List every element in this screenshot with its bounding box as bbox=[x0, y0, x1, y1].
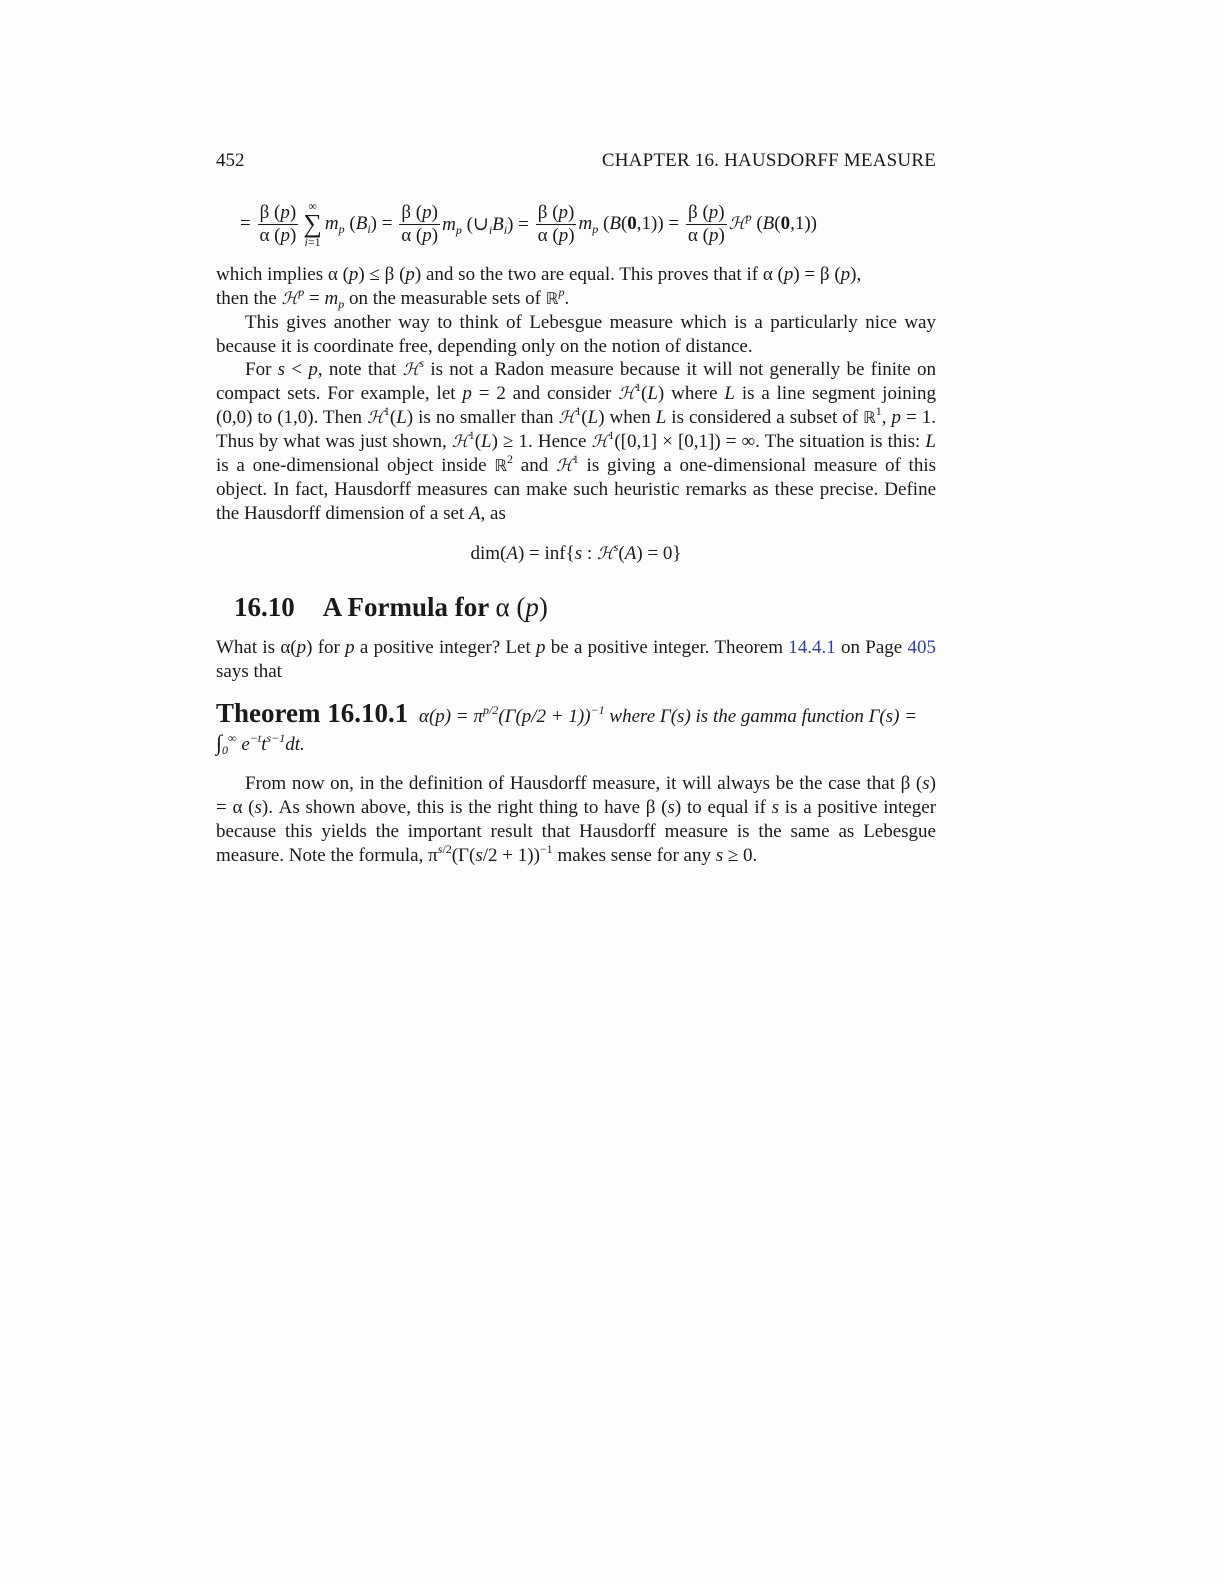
paragraph-3: For s < p, note that ℋ$^s$ is not a Radon measure because it will not generally be finite on compact sets. For example, let p = 2 and consider ℋ$^1$(L) where L is a line segment joining (0,0) to (1,0). Then ℋ$^1$(L) is no smaller than ℋ$^1$(L) when L is considered a subset of ℝ$^1$, p = 1. Thus by what was just shown, ℋ$^1$(L) ≥ 1. Hence ℋ$^1$([0,1] × [0,1]) = ∞. The situation is this: L is a one-dimensional object inside ℝ$^2$ and ℋ$^1$ is giving a one-dimensional measure of this object. In fact, Hausdorff measures can make such heuristic remarks as these precise. Define the Hausdorff dimension of a set A, as bbox=[216, 356, 937, 524]
fraction: $\frac{\beta (p)}{\alpha (p)}$ bbox=[259, 201, 297, 246]
paragraph-4: What is α(p) for p a positive integer? Let p be a positive integer. Theorem 14.4.1 on Page 405 says that bbox=[216, 637, 936, 682]
running-head bbox=[216, 150, 936, 172]
section-number: 16.10 bbox=[234, 592, 295, 622]
paragraph-1: which implies α (p) ≤ β (p) and so the two are equal. This proves that if α (p) = β (p), then the ℋ$^p$ = $m_p$ on the measurable sets of ℝ$^p$. bbox=[216, 264, 862, 311]
page-reference-link[interactable]: 405 bbox=[907, 637, 936, 658]
summation: ∞ ∑ i=1 bbox=[303, 199, 322, 249]
fraction: $\frac{\beta (p)}{\alpha (p)}$ bbox=[401, 201, 439, 246]
running-title: CHAPTER 16. HAUSDORFF MEASURE bbox=[601, 150, 936, 171]
theorem-reference-link[interactable]: 14.4.1 bbox=[788, 637, 836, 658]
section-heading: 16.10 A Formula for α (p) bbox=[234, 592, 548, 622]
paragraph-5: From now on, in the definition of Hausdorff measure, it will always be the case that β (s) = α (s). As shown above, this is the right thing to have β (s) to equal if s is a positive integer because this yields the important result that Hausdorff measure is the same as Lebesgue measure. Note the formula, $\pi^{s/2}(\Gamma(s/2 + 1))^{-1}$ makes sense for any s ≥ 0. bbox=[216, 773, 937, 866]
page-number: 452 bbox=[216, 150, 245, 171]
fraction: $\frac{\beta (p)}{\alpha (p)}$ bbox=[687, 201, 725, 246]
fraction: $\frac{\beta (p)}{\alpha (p)}$ bbox=[537, 201, 575, 246]
dimension-formula: dim(A) = inf{s : ℋ$^s$(A) = 0} bbox=[470, 540, 682, 564]
paragraph-2: This gives another way to think of Lebesgue measure which is a particularly nice way because it is coordinate free, depending only on the notion of distance. bbox=[216, 312, 936, 357]
theorem-label: Theorem 16.10.1 bbox=[216, 698, 409, 728]
display-equation-top: = $\frac{\beta (p)}{\alpha (p)}$ ∞ ∑ i=1 $m_p$ $(B_i)$ = $\frac{\beta (p)}{\alpha (p)}$ $m_p$ $(\cup_iB_i)$ = $\frac{\beta (p)}{\alpha (p)}$ $m_p$ (B(0,1)) = $\frac{\beta (p)}{\alpha (p)}$ ℋ$^p$ (B(0,1)) bbox=[240, 199, 818, 249]
section-title: A Formula for bbox=[322, 592, 489, 622]
theorem-16-10-1: Theorem 16.10.1 $\alpha(p) = \pi^{p/2}(\Gamma(p/2 + 1))^{-1}$ where Γ(s) is the gamma function $\Gamma(s) = \int_0^\infty$ $e^{-t}t^{s-1}dt$. bbox=[216, 698, 918, 757]
